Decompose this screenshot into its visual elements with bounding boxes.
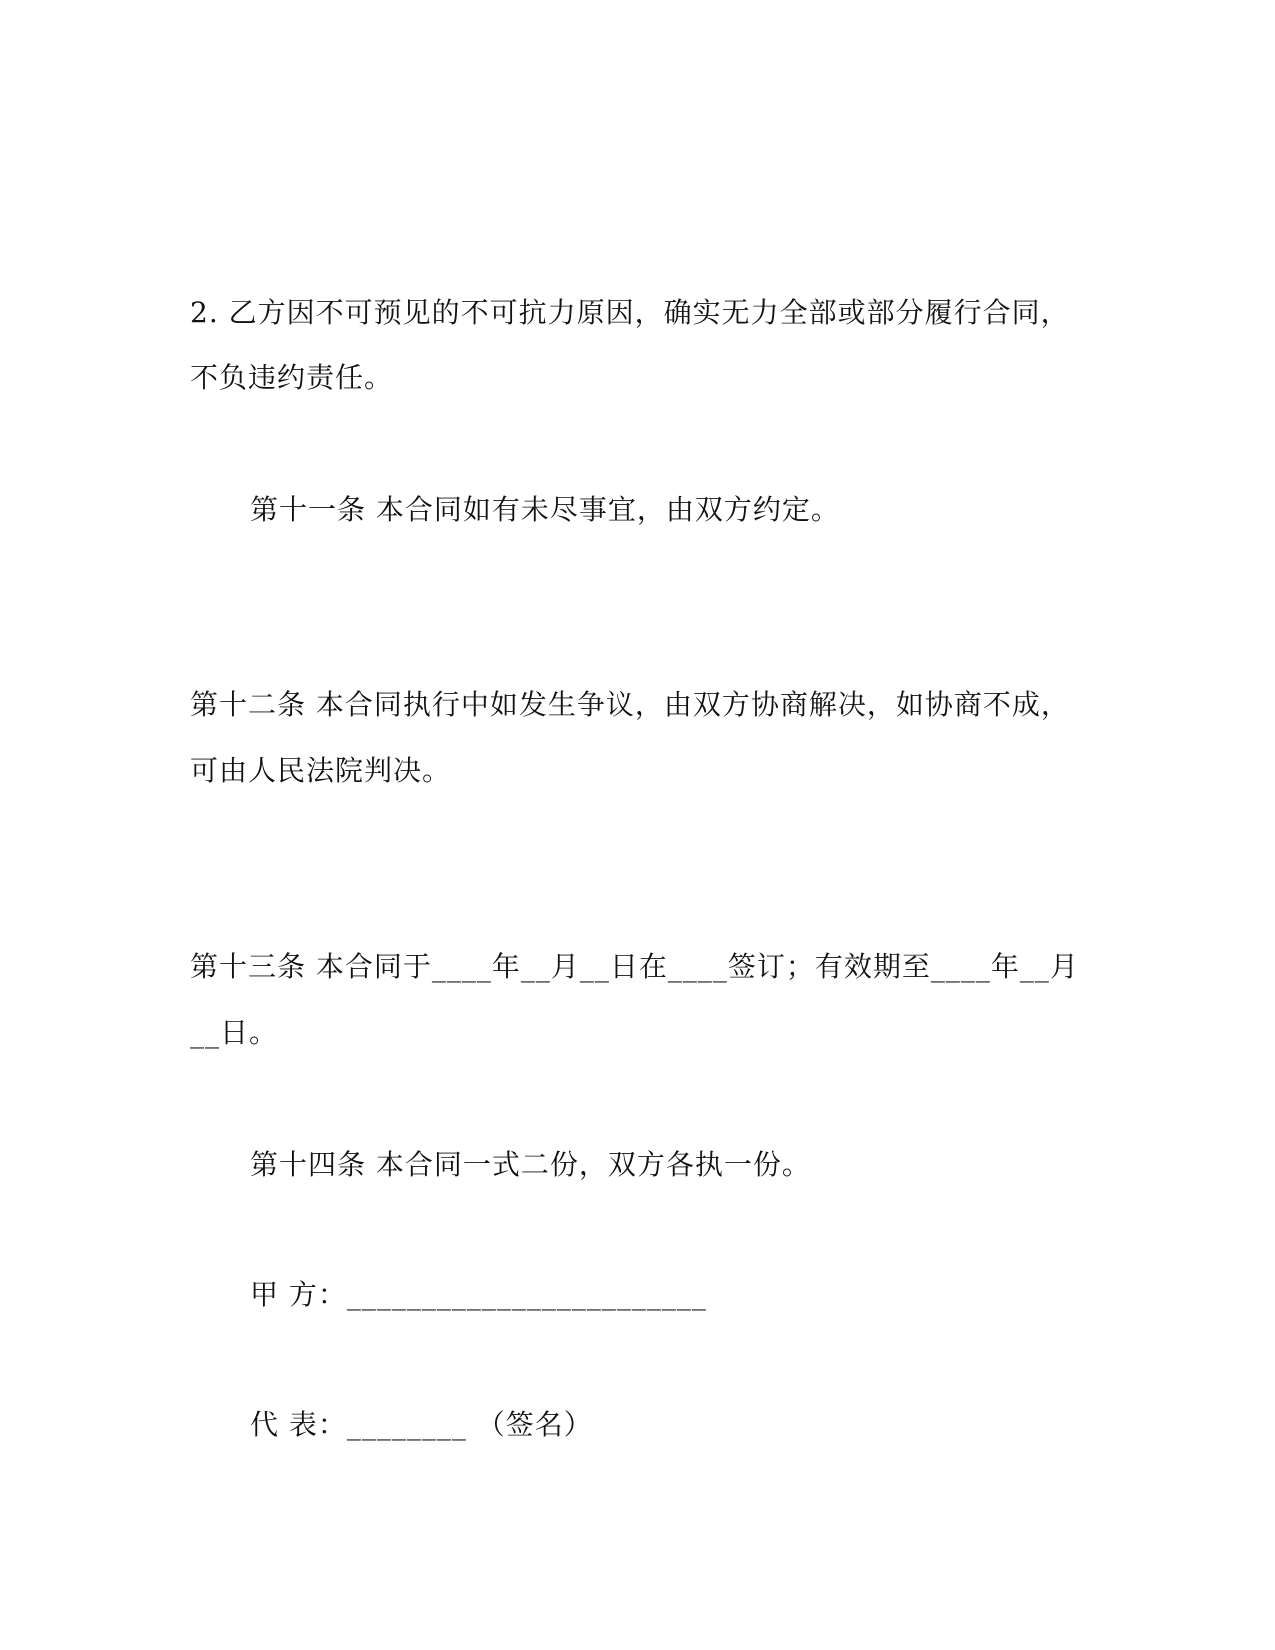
clause-13-line-2: __日。 (190, 1016, 279, 1049)
representative-signature-line: 代 表：________ （签名） (250, 1408, 593, 1441)
clause-12-line-1: 第十二条 本合同执行中如发生争议，由双方协商解决，如协商不成， (190, 688, 1070, 721)
clause-10-item-2-line-1: 2. 乙方因不可预见的不可抗力原因，确实无力全部或部分履行合同， (190, 296, 1070, 329)
clause-11: 第十一条 本合同如有未尽事宜，由双方约定。 (250, 493, 840, 526)
clause-13-line-1: 第十三条 本合同于____年__月__日在____签订；有效期至____年__月 (190, 950, 1079, 983)
clause-10-item-2-line-2: 不负违约责任。 (190, 361, 394, 394)
clause-12-line-2: 可由人民法院判决。 (190, 754, 452, 787)
clause-14: 第十四条 本合同一式二份，双方各执一份。 (250, 1148, 811, 1181)
party-a-signature-line: 甲 方：________________________ (250, 1278, 707, 1311)
